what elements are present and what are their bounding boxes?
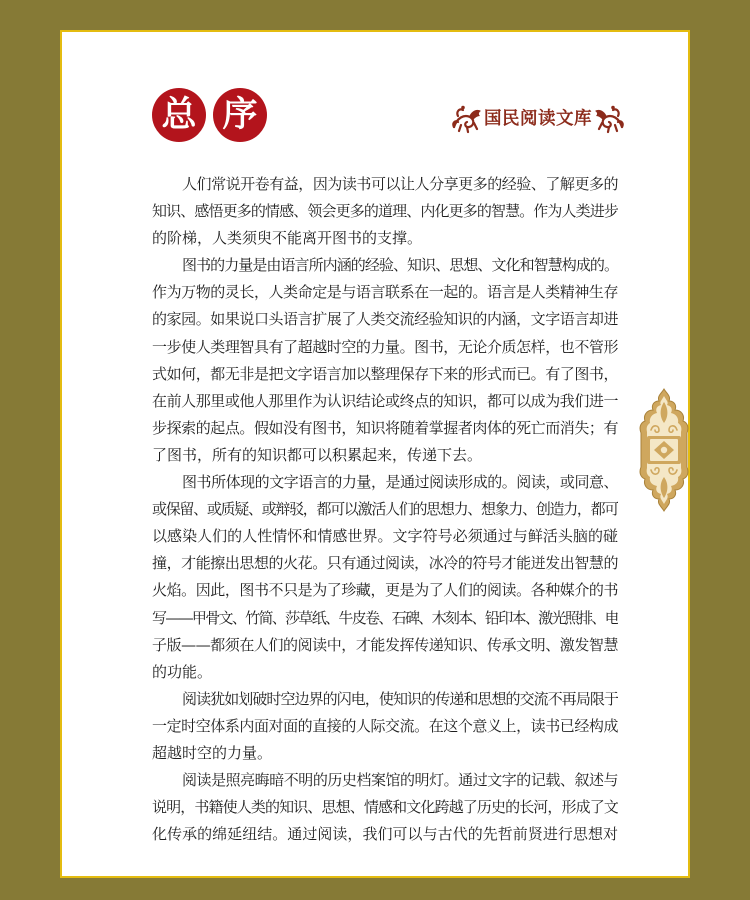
text-line: 撞，才能擦出思想的火花。只有通过阅读，冰冷的符号才能迸发出智慧的 (152, 554, 618, 573)
text-line: 超越时空的力量。 (152, 743, 273, 762)
paragraph-4 (152, 686, 618, 767)
text-line: 一定时空体系内面对面的直接的人际交流。在这个意义上，读书已经构成 (152, 716, 618, 735)
text-line: 火焰。因此，图书不只是为了珍藏，更是为了人们的阅读。各种媒介的书 (152, 581, 618, 600)
text-line: 写——甲骨文、竹简、莎草纸、牛皮卷、石碑、木刻本、铅印本、激光照排、电 (152, 608, 618, 627)
preface-body (152, 171, 618, 848)
text-line: 了图书，所有的知识都可以积累起来，传递下去。 (152, 445, 483, 464)
text-line: 说明，书籍使人类的知识、思想、情感和文化跨越了历史的长河，形成了文 (152, 798, 618, 817)
paragraph-2 (152, 252, 618, 469)
text-line: 子版——都须在人们的阅读中，才能发挥传递知识、传承文明、激发智慧 (152, 635, 618, 654)
page-title (152, 88, 267, 142)
series-name: 国民阅读文库 (484, 109, 592, 129)
text-line: 图书的力量是由语言所内涵的经验、知识、思想、文化和智慧构成的。 (182, 256, 618, 275)
text-line: 知识、感悟更多的情感、领会更多的道理、内化更多的智慧。作为人类进步 (152, 202, 618, 221)
dragon-left-icon (451, 104, 483, 134)
text-line: 化传承的绵延纽结。通过阅读，我们可以与古代的先哲前贤进行思想对 (152, 825, 618, 844)
text-line: 或保留、或质疑、或辩驳，都可以激活人们的思想力、想象力、创造力，都可 (152, 500, 618, 519)
text-line: 图书所体现的文字语言的力量，是通过阅读形成的。阅读，或同意、 (182, 473, 618, 492)
series-logo (451, 103, 625, 135)
text-line: 阅读是照亮晦暗不明的历史档案馆的明灯。通过文字的记载、叙述与 (182, 771, 618, 790)
text-line: 一步使人类理智具有了超越时空的力量。图书，无论介质怎样，也不管形 (152, 337, 618, 356)
text-line: 步探索的起点。假如没有图书，知识将随着掌握者肉体的死亡而消失；有 (152, 418, 618, 437)
text-line: 的家园。如果说口头语言扩展了人类交流经验知识的内涵，文字语言却进 (152, 310, 618, 329)
title-char-second: 序 (213, 88, 267, 142)
paragraph-3 (152, 469, 618, 686)
text-line: 的阶梯，人类须臾不能离开图书的支撑。 (152, 229, 423, 248)
text-line: 人们常说开卷有益，因为读书可以让人分享更多的经验、了解更多的 (182, 175, 618, 193)
dragon-right-icon (593, 104, 625, 134)
side-ornament-icon (638, 388, 690, 512)
text-line: 作为万物的灵长，人类命定是与语言联系在一起的。语言是人类精神生存 (152, 283, 618, 302)
text-line: 的功能。 (152, 662, 213, 681)
preface-page (60, 30, 690, 878)
text-line: 式如何，都无非是把文字语言加以整理保存下来的形式而已。有了图书， (152, 364, 618, 383)
paragraph-1 (152, 171, 618, 252)
paragraph-5 (152, 767, 618, 848)
text-line: 在前人那里或他人那里作为认识结论或终点的知识，都可以成为我们进一 (152, 391, 618, 410)
text-line: 以感染人们的人性情怀和情感世界。文字符号必须通过与鲜活头脑的碰 (152, 527, 618, 546)
title-char-first: 总 (152, 88, 206, 142)
text-line: 阅读犹如划破时空边界的闪电，使知识的传递和思想的交流不再局限于 (182, 689, 618, 708)
